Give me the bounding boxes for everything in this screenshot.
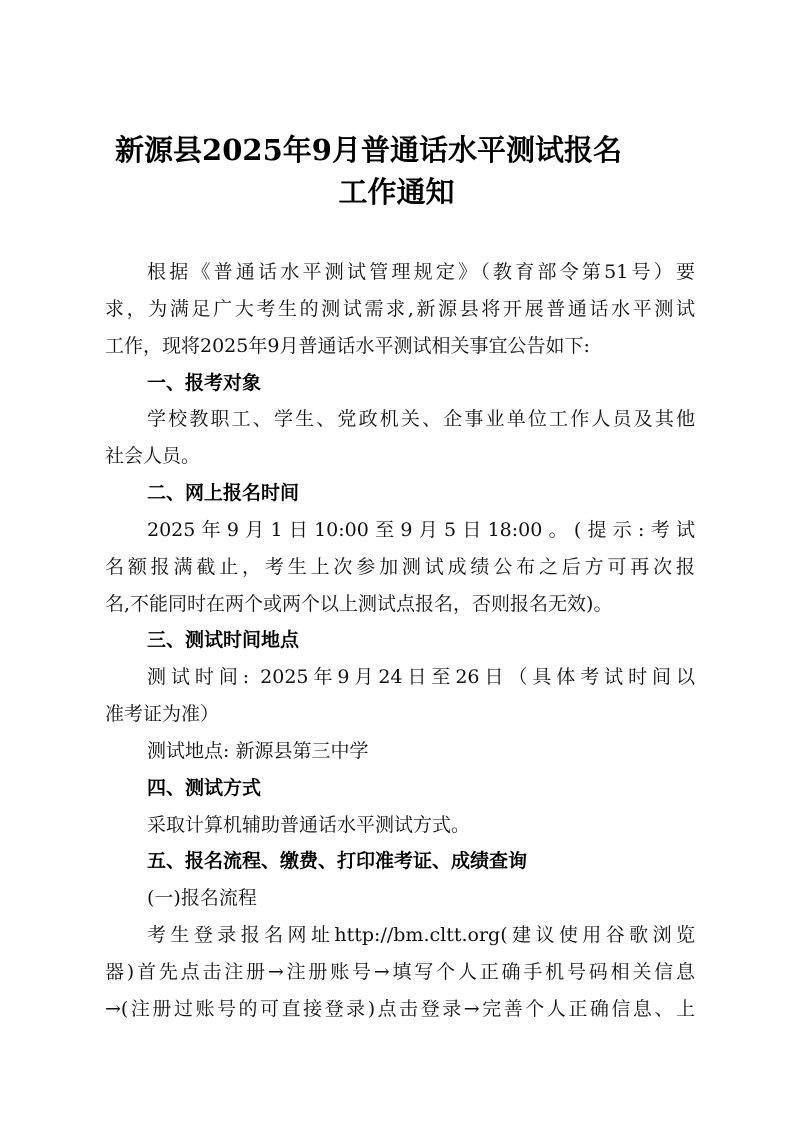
section-1-line-2: 社会人员。 [105,445,201,467]
section-3-time-line-2: 准考证为准） [105,703,220,725]
section-2-line-2: 名额报满截止，考生上次参加测试成绩公布之后方可再次报 [105,556,695,578]
section-5-line-1: 考生登录报名网址http://bm.cltt.org(建议使用谷歌浏览 [147,924,695,946]
section-3-place: 测试地点: 新源县第三中学 [147,740,369,762]
section-2-heading: 二、网上报名时间 [147,482,300,504]
section-5-subheading: (一)报名流程 [147,887,257,909]
section-2-line-3: 名,不能同时在两个或两个以上测试点报名，否则报名无效)。 [105,593,613,615]
section-1-line-1: 学校教职工、学生、党政机关、企事业单位工作人员及其他 [147,408,695,430]
section-5-line-2: 器)首先点击注册→注册账号→填写个人正确手机号码相关信息 [105,961,695,983]
section-3-heading: 三、测试时间地点 [147,629,300,651]
section-5-heading: 五、报名流程、缴费、打印准考证、成绩查询 [147,850,528,872]
document-title-line-2: 工作通知 [338,175,455,209]
document-title-line-1: 新源县2025年9月普通话水平测试报名 [115,133,622,167]
intro-line-2: 求，为满足广大考生的测试需求,新源县将开展普通话水平测试 [105,298,695,320]
section-3-time-line-1: 测试时间: 2025年9月24日至26日（具体考试时间以 [147,666,695,688]
section-5-line-3: →(注册过账号的可直接登录)点击登录→完善个人正确信息、上 [105,998,695,1020]
section-4-heading: 四、测试方式 [147,777,262,799]
section-4-line-1: 采取计算机辅助普通话水平测试方式。 [147,814,471,836]
section-2-line-1: 2025年9月1日10:00至9月5日18:00。(提示:考试 [147,519,695,541]
intro-line-1: 根据《普通话水平测试管理规定》（教育部令第51号）要 [147,261,695,283]
intro-line-3: 工作，现将2025年9月普通话水平测试相关事宜公告如下: [105,335,590,357]
section-1-heading: 一、报考对象 [147,372,262,394]
